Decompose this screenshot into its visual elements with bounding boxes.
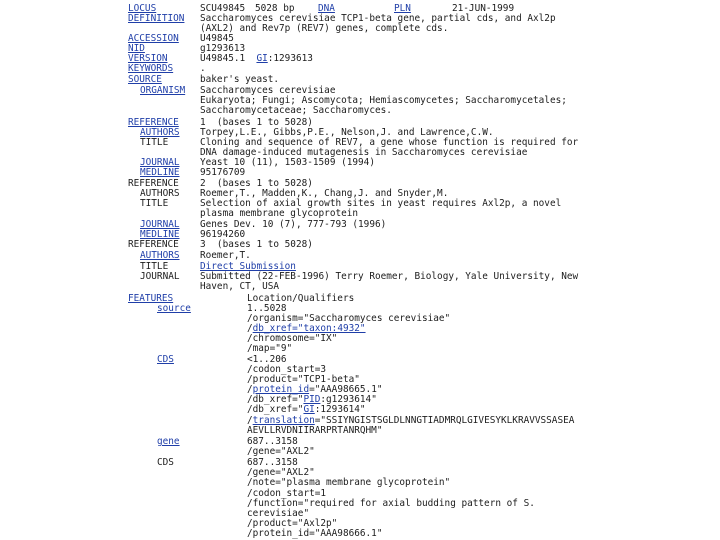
definition-row-cont (0, 24, 720, 34)
medline-value: 95176709 (200, 167, 246, 178)
journal-row (0, 272, 720, 282)
definition-link[interactable]: DEFINITION (128, 13, 185, 24)
features-header: Location/Qualifiers (247, 293, 355, 304)
authors-label: AUTHORS (140, 188, 180, 199)
title-line: Cloning and sequence of REV7, a gene whose function is required for (200, 137, 579, 148)
journal-link[interactable]: JOURNAL (140, 219, 180, 230)
feature-location: 687..3158 (247, 457, 298, 468)
locus-link[interactable]: LOCUS (128, 3, 157, 14)
qualifier-map: /map="9" (247, 343, 293, 354)
authors-value: Roemer,T., Madden,K., Chang,J. and Snyder,M. (200, 188, 449, 199)
title-line: Selection of axial growth sites in yeast requires Axl2p, a novel (200, 198, 562, 209)
authors-value: Roemer,T. (200, 250, 251, 261)
features-link[interactable]: FEATURES (128, 293, 174, 304)
qualifier-protein-id: /protein_id="AAA98666.1" (247, 528, 383, 539)
version-row (0, 54, 720, 64)
qualifier-function-cont: cerevisiae" (247, 508, 310, 519)
feature-location: 1..5028 (247, 303, 287, 314)
direct-submission-link[interactable]: Direct Submission (200, 261, 296, 272)
feature-location: 687..3158 (247, 436, 298, 447)
title-label: TITLE (140, 198, 169, 209)
feature-location: <1..206 (247, 354, 287, 365)
journal-link[interactable]: JOURNAL (140, 157, 180, 168)
protein-id-link[interactable]: protein_id (252, 384, 310, 395)
qualifier-row-cont (0, 426, 720, 436)
locus-type-link[interactable]: DNA (318, 3, 335, 14)
reference-value: 1 (bases 1 to 5028) (200, 117, 313, 128)
reference-link[interactable]: REFERENCE (128, 117, 179, 128)
feature-cds-label: CDS (157, 457, 174, 468)
qualifier-row-cont (0, 509, 720, 519)
title-line: plasma membrane glycoprotein (200, 208, 359, 219)
qualifier-translation-cont: AEVLLRVDNIIRARPRTANRQHM" (247, 425, 383, 436)
taxon-link[interactable]: db_xref="taxon:4932" (252, 323, 366, 334)
features-row (0, 294, 720, 304)
qualifier-row (0, 324, 720, 334)
qualifier-db-xref: /db_xref="taxon:4932" (247, 323, 366, 334)
source-link[interactable]: SOURCE (128, 74, 162, 85)
feature-source-link[interactable]: source (157, 303, 191, 314)
medline-value: 96194260 (200, 229, 246, 240)
nid-value: g1293613 (200, 43, 246, 54)
accession-value: U49845 (200, 33, 234, 44)
reference-value: 2 (bases 1 to 5028) (200, 178, 313, 189)
title-label: TITLE (140, 137, 169, 148)
gi-link[interactable]: GI (303, 404, 315, 415)
authors-link[interactable]: AUTHORS (140, 127, 180, 138)
feature-cds-link[interactable]: CDS (157, 354, 174, 365)
qualifier-row (0, 334, 720, 344)
keywords-row (0, 64, 720, 74)
qualifier-chromosome: /chromosome="IX" (247, 333, 338, 344)
qualifier-protein-id: /protein_id="AAA98665.1" (247, 384, 383, 395)
qualifier-function: /function="required for axial budding pattern of S. (247, 498, 535, 509)
authors-value: Torpey,L.E., Gibbs,P.E., Nelson,J. and Lawrence,C.W. (200, 127, 494, 138)
definition-line: (AXL2) and Rev7p (REV7) genes, complete cds. (200, 23, 449, 34)
qualifier-db-xref-gi: /db_xref="GI:1293614" (247, 404, 366, 415)
organism-row-cont (0, 106, 720, 116)
organism-link[interactable]: ORGANISM (140, 85, 186, 96)
reference-label: REFERENCE (128, 239, 179, 250)
qualifier-row (0, 344, 720, 354)
qualifier-gene: /gene="AXL2" (247, 467, 315, 478)
keywords-value: . (200, 63, 206, 74)
feature-gene-row (0, 437, 720, 447)
definition-line: Saccharomyces cerevisiae TCP1-beta gene, partial cds, and Axl2p (200, 13, 556, 24)
version-gi-link[interactable]: GI (256, 53, 268, 64)
locus-length: 5028 bp (255, 3, 295, 14)
qualifier-codon-start: /codon_start=3 (247, 364, 327, 375)
authors-row (0, 251, 720, 261)
accession-row (0, 34, 720, 44)
medline-row (0, 230, 720, 240)
nid-link[interactable]: NID (128, 43, 145, 54)
qualifier-row (0, 447, 720, 457)
journal-label: JOURNAL (140, 271, 180, 282)
title-row (0, 199, 720, 209)
locus-name: SCU49845 (200, 3, 246, 14)
medline-link[interactable]: MEDLINE (140, 229, 180, 240)
medline-link[interactable]: MEDLINE (140, 167, 180, 178)
qualifier-product: /product="Axl2p" (247, 518, 338, 529)
journal-row (0, 158, 720, 168)
qualifier-row (0, 405, 720, 415)
translation-link[interactable]: translation (252, 415, 315, 426)
journal-row-cont (0, 282, 720, 292)
source-row (0, 75, 720, 85)
qualifier-db-xref-pid: /db_xref="PID:g1293614" (247, 394, 377, 405)
feature-gene-link[interactable]: gene (157, 436, 180, 447)
reference-label: REFERENCE (128, 178, 179, 189)
qualifier-product: /product="TCP1-beta" (247, 374, 360, 385)
medline-row (0, 168, 720, 178)
keywords-link[interactable]: KEYWORDS (128, 63, 174, 74)
locus-date: 21-JUN-1999 (452, 3, 515, 14)
nid-row (0, 44, 720, 54)
title-line: DNA damage-induced mutagenesis in Saccharomyces cerevisiae (200, 147, 528, 158)
qualifier-organism: /organism="Saccharomyces cerevisiae" (247, 313, 451, 324)
organism-line: Eukaryota; Fungi; Ascomycota; Hemiascomycetes; Saccharomycetales; (200, 95, 567, 106)
journal-line: Haven, CT, USA (200, 281, 280, 292)
version-value: U49845.1 GI:1293613 (200, 53, 313, 64)
source-value: baker's yeast. (200, 74, 280, 85)
organism-line: Saccharomyces cerevisiae (200, 85, 336, 96)
qualifier-gene: /gene="AXL2" (247, 446, 315, 457)
locus-division-link[interactable]: PLN (394, 3, 411, 14)
journal-line: Submitted (22-FEB-1996) Terry Roemer, Biology, Yale University, New (200, 271, 579, 282)
qualifier-codon-start: /codon_start=1 (247, 488, 327, 499)
journal-value: Genes Dev. 10 (7), 777-793 (1996) (200, 219, 387, 230)
accession-link[interactable]: ACCESSION (128, 33, 179, 44)
authors-link[interactable]: AUTHORS (140, 250, 180, 261)
version-link[interactable]: VERSION (128, 53, 168, 64)
journal-row (0, 220, 720, 230)
title-label: TITLE (140, 261, 169, 272)
feature-cds-row (0, 458, 720, 468)
qualifier-row (0, 365, 720, 375)
reference-value: 3 (bases 1 to 5028) (200, 239, 313, 250)
qualifier-note: /note="plasma membrane glycoprotein" (247, 477, 451, 488)
journal-value: Yeast 10 (11), 1503-1509 (1994) (200, 157, 375, 168)
organism-line: Saccharomycetaceae; Saccharomyces. (200, 105, 392, 116)
reference-row (0, 240, 720, 250)
qualifier-translation: /translation="SSIYNGISTSGLDLNNGTIADMRQLGIVESYKLKRAVVSSASEA (247, 415, 575, 426)
pid-link[interactable]: PID (303, 394, 321, 405)
qualifier-row (0, 499, 720, 509)
title-row-cont (0, 209, 720, 219)
qualifier-row (0, 478, 720, 488)
feature-cds-row (0, 355, 720, 365)
qualifier-row (0, 529, 720, 539)
